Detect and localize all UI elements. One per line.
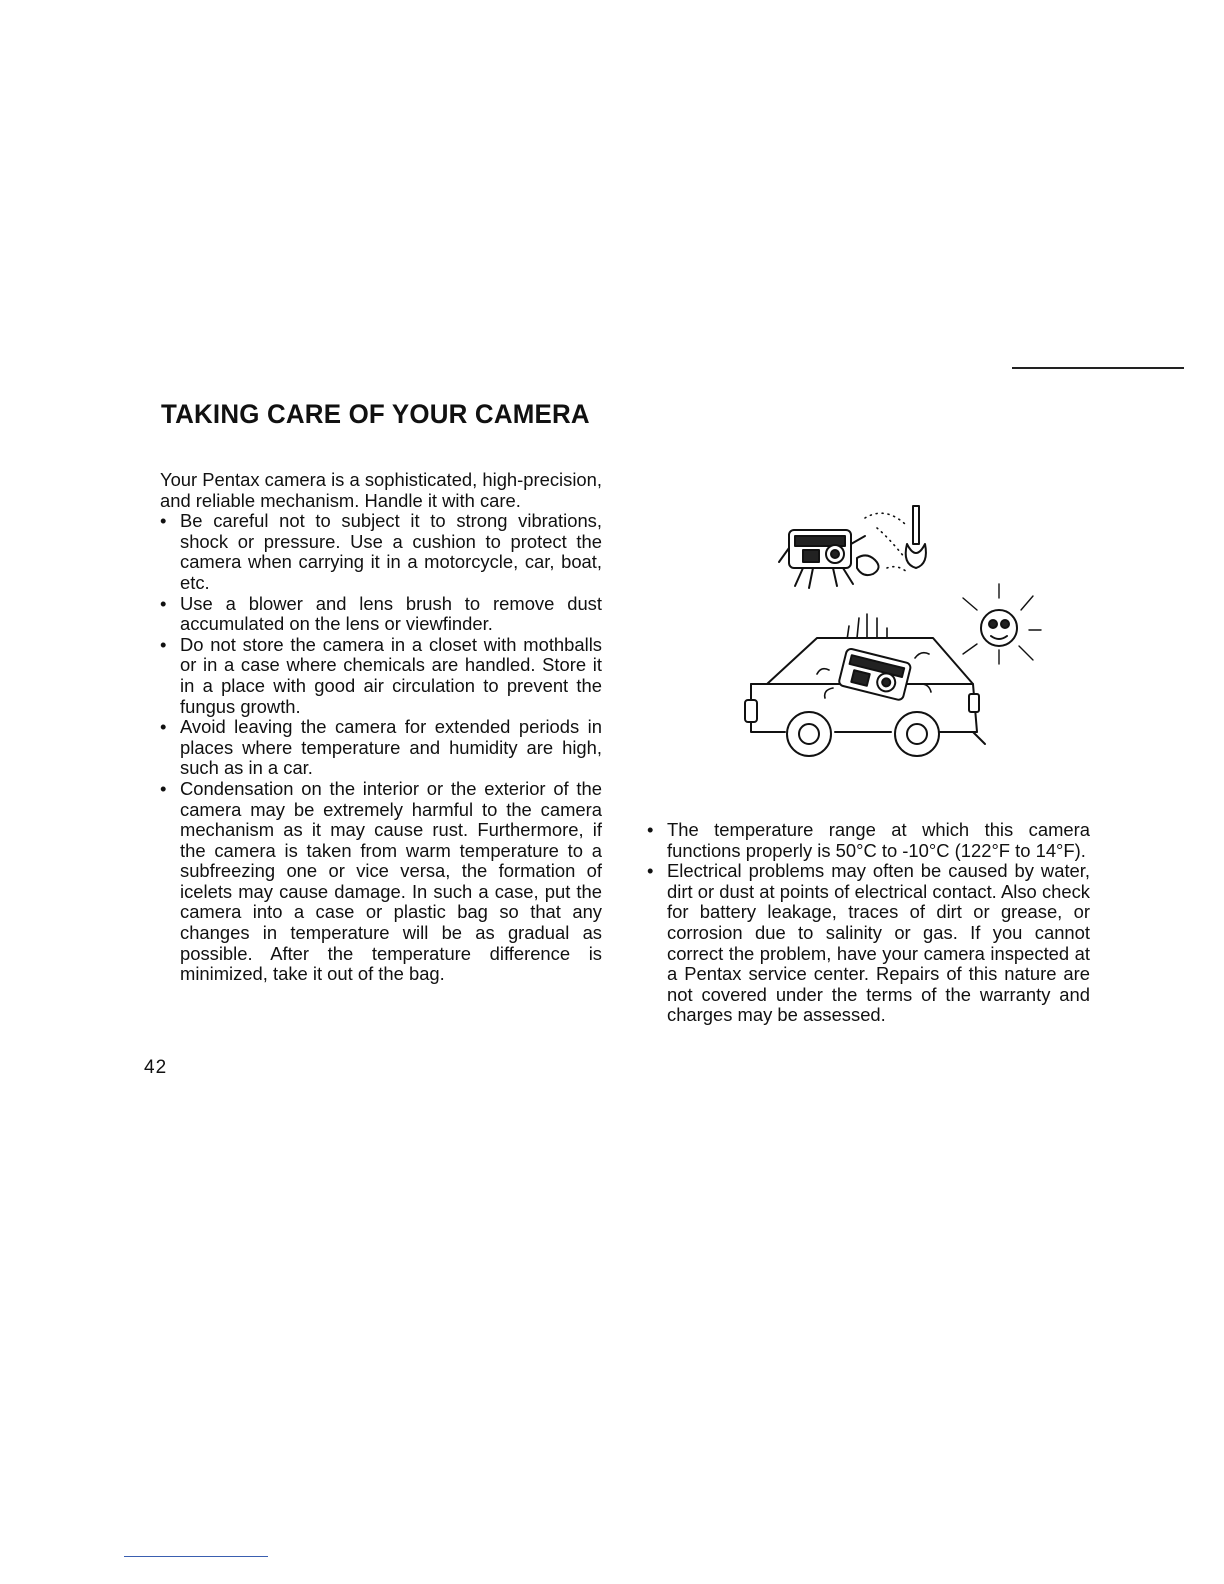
- care-tip-vibration: • Be careful not to subject it to strong vibrations, shock or pressure. Use a cushion to protect the camera when carrying it in a motorcycle, car, boat, etc.: [160, 510, 602, 593]
- care-tip-heat: • Avoid leaving the camera for extended periods in places where temperature and humidity are high, such as in a car.: [160, 716, 602, 779]
- care-tips-list: [160, 511, 602, 985]
- bullet-glyph: •: [647, 819, 654, 840]
- top-rule: [1012, 367, 1184, 369]
- bullet-glyph: •: [160, 633, 167, 655]
- operating-notes-list: [647, 820, 1090, 1026]
- bullet-glyph: •: [160, 716, 167, 738]
- camera-care-illustration-icon: [737, 488, 1042, 768]
- bullet-glyph: •: [160, 510, 167, 532]
- left-column: [160, 470, 602, 985]
- bottom-rule: [124, 1556, 268, 1557]
- bullet-glyph: •: [160, 777, 167, 799]
- care-tip-storage: • Do not store the camera in a closet with mothballs or in a case where chemicals are handled. Store it in a place with good air circulation to prevent the fungus growth.: [160, 633, 602, 717]
- sun-icon: [963, 584, 1041, 664]
- page-title: TAKING CARE OF YOUR CAMERA: [161, 399, 590, 429]
- bullet-glyph: •: [160, 592, 167, 614]
- care-tip-condensation: • Condensation on the interior or the exterior of the camera may be extremely harmful to the camera mechanism as it may cause rust. Furthermore, if the camera is taken from warm temperature to a subfreezing one or vice versa, the formation of icelets may cause damage. In such a case, put the camera into a case or plastic bag so that any changes in temperature will be as gradual as possible. After the temperature difference is minimized, take it out of the bag.: [160, 777, 602, 985]
- right-column: [647, 820, 1090, 1026]
- blower-brush-camera-icon: [779, 506, 926, 588]
- note-electrical-problems: • Electrical problems may often be caused by water, dirt or dust at points of electrical contact. Also check for battery leakage, traces of dirt or grease, or corrosion due to salinity or gas. If you cannot correct the problem, have your camera inspected at a Pentax service center. Repairs of this nature are not covered under the terms of the warranty and charges may be assessed.: [647, 860, 1090, 1026]
- bullet-glyph: •: [647, 860, 654, 882]
- page-number: 42: [144, 1057, 168, 1078]
- note-temperature-range: • The temperature range at which this camera functions properly is 50°C to -10°C (122°F to 14°F).: [647, 819, 1090, 861]
- care-tip-dust: • Use a blower and lens brush to remove dust accumulated on the lens or viewfinder.: [160, 592, 602, 635]
- intro-paragraph: Your Pentax camera is a sophisticated, high-precision, and reliable mechanism. Handle it with care.: [160, 469, 602, 511]
